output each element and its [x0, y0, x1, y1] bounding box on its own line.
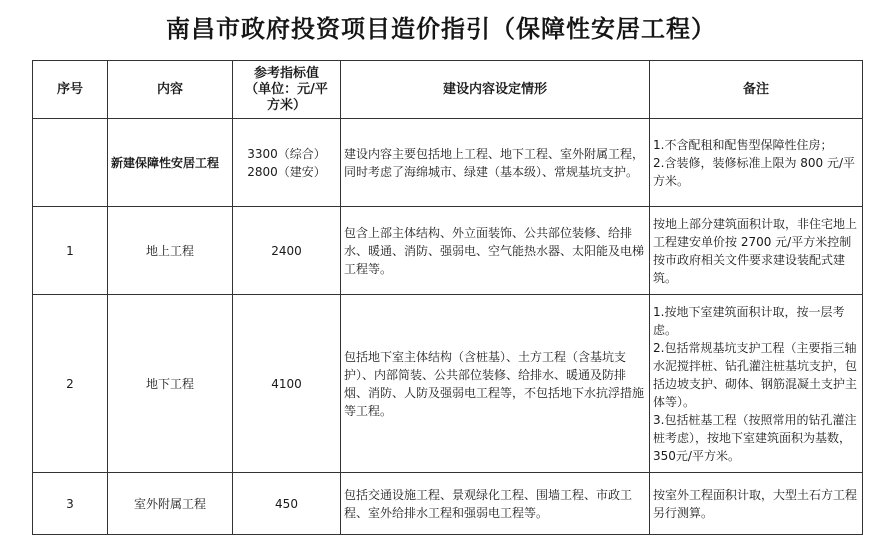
cost-guide-table	[32, 60, 863, 535]
row-content: 地上工程	[108, 207, 233, 295]
row-scope: 包括地下室主体结构（含桩基）、土方工程（含基坑支护）、内部简装、公共部位装修、给排水、暖通及防排烟、消防、人防及强弱电工程等，不包括地下水抗浮措施等工程。	[341, 295, 650, 473]
table-row	[33, 295, 863, 473]
row-value-line1: 450	[275, 496, 298, 511]
header-ref-value	[233, 61, 341, 119]
table-row	[33, 207, 863, 295]
page-title: 南昌市政府投资项目造价指引（保障性安居工程）	[166, 15, 716, 43]
row-content: 室外附属工程	[108, 473, 233, 535]
row-note: 2.含装修，装修标准上限为 800 元/平方米。	[653, 155, 856, 188]
row-notes	[650, 119, 863, 207]
row-note: 2.包括常规基坑支护工程（主要指三轴水泥搅拌桩、钻孔灌注桩基坑支护，包括边坡支护、砌体、钢筋混凝土支护主体等）。	[653, 340, 858, 409]
row-content: 新建保障性安居工程	[108, 119, 233, 207]
row-index: 3	[33, 473, 108, 535]
row-value	[233, 207, 341, 295]
row-index: 1	[33, 207, 108, 295]
row-notes	[650, 473, 863, 535]
row-scope: 建设内容主要包括地上工程、地下工程、室外附属工程，同时考虑了海绵城市、绿建（基本级）、常规基坑支护。	[341, 119, 650, 207]
row-value-line1: 2400	[271, 243, 302, 258]
row-value-line1: 4100	[271, 376, 302, 391]
row-value-line1: 3300（综合）	[247, 146, 326, 161]
row-value	[233, 119, 341, 207]
header-ref-value-line3: 方米）	[266, 97, 306, 113]
row-notes	[650, 207, 863, 295]
row-value	[233, 295, 341, 473]
header-row	[33, 61, 863, 119]
row-note: 3.包括桩基工程（按照常用的钻孔灌注桩考虑），按地下室建筑面积为基数，350元/平方米。	[653, 412, 857, 463]
row-notes	[650, 295, 863, 473]
header-content: 内容	[108, 61, 233, 119]
row-content: 地下工程	[108, 295, 233, 473]
row-note: 按地上部分建筑面积计取，非住宅地上工程建安单价按 2700 元/平方米控制 按市政府相关文件要求建设装配式建筑。	[653, 216, 858, 285]
header-notes: 备注	[650, 61, 863, 119]
header-ref-value-line2: （单位：元/平	[245, 81, 328, 97]
row-note: 按室外工程面积计取，大型土石方工程另行测算。	[653, 487, 858, 520]
row-index	[33, 119, 108, 207]
header-ref-value-line1: 参考指标值	[253, 65, 319, 81]
row-scope: 包括交通设施工程、景观绿化工程、围墙工程、市政工程、室外给排水工程和强弱电工程等。	[341, 473, 650, 535]
row-note: 1.按地下室建筑面积计取，按一层考虑。	[653, 304, 845, 337]
row-index: 2	[33, 295, 108, 473]
row-note: 1.不含配租和配售型保障性住房；	[653, 137, 833, 152]
table-row	[33, 473, 863, 535]
header-index: 序号	[33, 61, 108, 119]
table-row	[33, 119, 863, 207]
row-scope: 包含上部主体结构、外立面装饰、公共部位装修、给排水、暖通、消防、强弱电、空气能热水器、太阳能及电梯工程等。	[341, 207, 650, 295]
row-value-line2: 2800（建安）	[247, 164, 326, 179]
row-value	[233, 473, 341, 535]
header-scope: 建设内容设定情形	[341, 61, 650, 119]
